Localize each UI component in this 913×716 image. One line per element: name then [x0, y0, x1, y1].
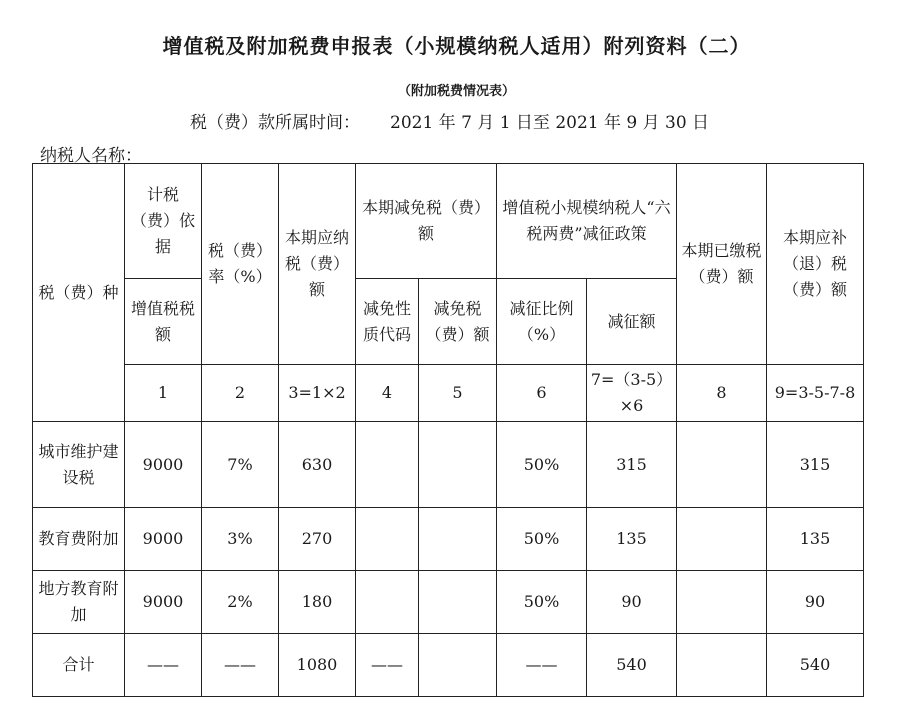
total-relief-code: ——	[356, 634, 419, 697]
row-rate: 2%	[202, 571, 279, 634]
form-title: 增值税及附加税费申报表（小规模纳税人适用）附列资料（二）	[162, 34, 751, 58]
header-relief-code: 减免性质代码	[356, 279, 419, 365]
col-number-3: 3=1×2	[279, 365, 356, 422]
header-tax-type: 税（费）种	[33, 164, 125, 422]
taxpayer-name-label: 纳税人名称：	[40, 146, 142, 166]
tax-period	[190, 108, 709, 133]
tax-period-value: 2021 年 7 月 1 日至 2021 年 9 月 30 日	[390, 113, 710, 133]
header-relief-amount: 减免税（费）额	[419, 279, 497, 365]
col-number-9: 9=3-5-7-8	[767, 365, 864, 422]
total-vat: ——	[125, 634, 202, 697]
surcharge-table	[32, 163, 864, 697]
row-payable: 180	[279, 571, 356, 634]
header-payable: 本期应纳税（费）额	[279, 164, 356, 365]
row-vat: 9000	[125, 508, 202, 571]
row-reduction-amount: 315	[587, 422, 677, 508]
col-number-4: 4	[356, 365, 419, 422]
row-reduction-ratio: 50%	[497, 422, 587, 508]
row-paid	[677, 571, 767, 634]
header-basis: 计税（费）依据	[125, 164, 202, 279]
form-subtitle: （附加税费情况表）	[397, 84, 515, 99]
row-reduction-ratio: 50%	[497, 571, 587, 634]
total-payable: 1080	[279, 634, 356, 697]
row-rate: 7%	[202, 422, 279, 508]
header-vat-amount: 增值税税额	[125, 279, 202, 365]
header-policy: 增值税小规模纳税人“六税两费”减征政策	[497, 164, 677, 279]
total-relief-amount	[419, 634, 497, 697]
row-supplement: 315	[767, 422, 864, 508]
header-reduction-ratio: 减征比例（%）	[497, 279, 587, 365]
total-supplement: 540	[767, 634, 864, 697]
row-rate: 3%	[202, 508, 279, 571]
col-number-7: 7=（3-5）×6	[587, 365, 677, 422]
table-row	[33, 508, 864, 571]
col-number-2: 2	[202, 365, 279, 422]
row-relief-amount	[419, 422, 497, 508]
row-payable: 630	[279, 422, 356, 508]
row-supplement: 135	[767, 508, 864, 571]
header-reduction-amount: 减征额	[587, 279, 677, 365]
row-reduction-ratio: 50%	[497, 508, 587, 571]
total-paid	[677, 634, 767, 697]
row-paid	[677, 422, 767, 508]
row-relief-amount	[419, 508, 497, 571]
col-number-1: 1	[125, 365, 202, 422]
table-row	[33, 422, 864, 508]
total-reduction-amount: 540	[587, 634, 677, 697]
row-tax-name: 地方教育附加	[33, 571, 125, 634]
header-rate: 税（费）率（%）	[202, 164, 279, 365]
total-row	[33, 634, 864, 697]
col-number-5: 5	[419, 365, 497, 422]
row-relief-code	[356, 508, 419, 571]
row-supplement: 90	[767, 571, 864, 634]
total-rate: ——	[202, 634, 279, 697]
col-number-6: 6	[497, 365, 587, 422]
header-supplement: 本期应补（退）税（费）额	[767, 164, 864, 365]
tax-period-label: 税（费）款所属时间：	[190, 113, 360, 133]
total-reduction-ratio: ——	[497, 634, 587, 697]
row-relief-code	[356, 571, 419, 634]
row-reduction-amount: 135	[587, 508, 677, 571]
total-label: 合计	[33, 634, 125, 697]
col-number-8: 8	[677, 365, 767, 422]
row-tax-name: 教育费附加	[33, 508, 125, 571]
row-relief-amount	[419, 571, 497, 634]
row-paid	[677, 508, 767, 571]
row-tax-name: 城市维护建设税	[33, 422, 125, 508]
row-vat: 9000	[125, 422, 202, 508]
row-vat: 9000	[125, 571, 202, 634]
header-paid: 本期已缴税（费）额	[677, 164, 767, 365]
header-relief: 本期减免税（费）额	[356, 164, 497, 279]
row-reduction-amount: 90	[587, 571, 677, 634]
row-payable: 270	[279, 508, 356, 571]
table-row	[33, 571, 864, 634]
row-relief-code	[356, 422, 419, 508]
